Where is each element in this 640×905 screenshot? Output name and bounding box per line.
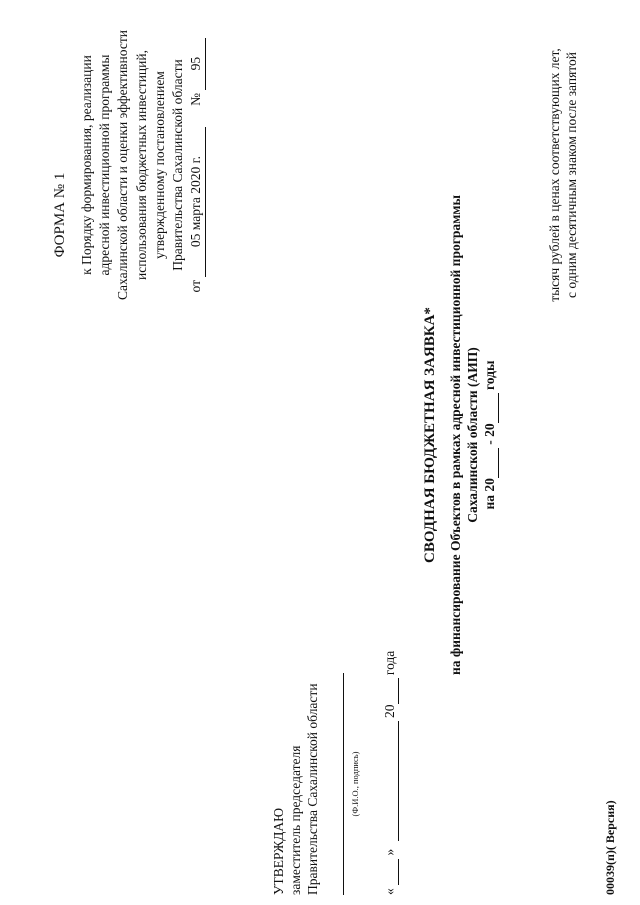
ref-date: 05 марта 2020 г.: [187, 127, 206, 277]
signature-line: [343, 673, 344, 895]
document-title: СВОДНАЯ БЮДЖЕТНАЯ ЗАЯВКА*: [422, 307, 438, 563]
ref-line: использования бюджетных инвестиций,: [133, 50, 149, 280]
subtitle-line-2: Сахалинской области (АИП): [465, 347, 480, 523]
approval-position-1: заместитель председателя: [288, 745, 303, 895]
regulation-reference: [78, 10, 206, 320]
ref-from-label: от: [188, 279, 204, 293]
units-note-line-1: тысяч рублей в ценах соответствующих лет,: [547, 48, 562, 302]
approval-title: УТВЕРЖДАЮ: [271, 807, 286, 895]
period-from-blank: [481, 448, 499, 478]
document-subtitle: [447, 75, 499, 795]
period-from: на 20: [482, 478, 497, 510]
period-to: - 20: [482, 423, 497, 445]
approval-block: [270, 683, 321, 895]
approval-position-2: Правительства Сахалинской области: [305, 683, 320, 895]
period-line: [481, 75, 499, 795]
ref-line: утвержденному постановлением: [151, 71, 167, 259]
period-years: годы: [482, 360, 497, 390]
ref-number: 95: [187, 38, 206, 90]
ref-line: к Порядку формирования, реализации: [79, 55, 94, 275]
ref-line: Сахалинской области и оценки эффективности: [115, 30, 131, 300]
units-note: [546, 25, 580, 325]
period-to-blank: [481, 393, 499, 423]
month-blank: [382, 721, 399, 841]
year-blank: [382, 679, 399, 705]
year-suffix: года: [382, 650, 397, 676]
year-prefix: 20: [382, 704, 397, 718]
subtitle-line-1: на финансирование Объектов в рамках адресной инвестиционной программы: [448, 194, 463, 676]
day-blank: [382, 859, 399, 885]
ref-date-line: [187, 10, 206, 320]
signature-caption: (Ф.И.О., подпись): [350, 751, 360, 817]
quote-close: »: [382, 848, 397, 856]
ref-number-label: №: [188, 92, 204, 106]
ref-line: Правительства Сахалинской области: [170, 59, 186, 271]
units-note-line-2: с одним десятичным знаком после запятой: [564, 52, 579, 299]
form-number-title: ФОРМА № 1: [52, 172, 68, 258]
ref-line: адресной инвестиционной программы: [97, 54, 113, 276]
approval-date-line: [382, 651, 399, 895]
form-code: 00039(п)( Версия): [603, 800, 617, 895]
quote-open: «: [382, 888, 397, 895]
